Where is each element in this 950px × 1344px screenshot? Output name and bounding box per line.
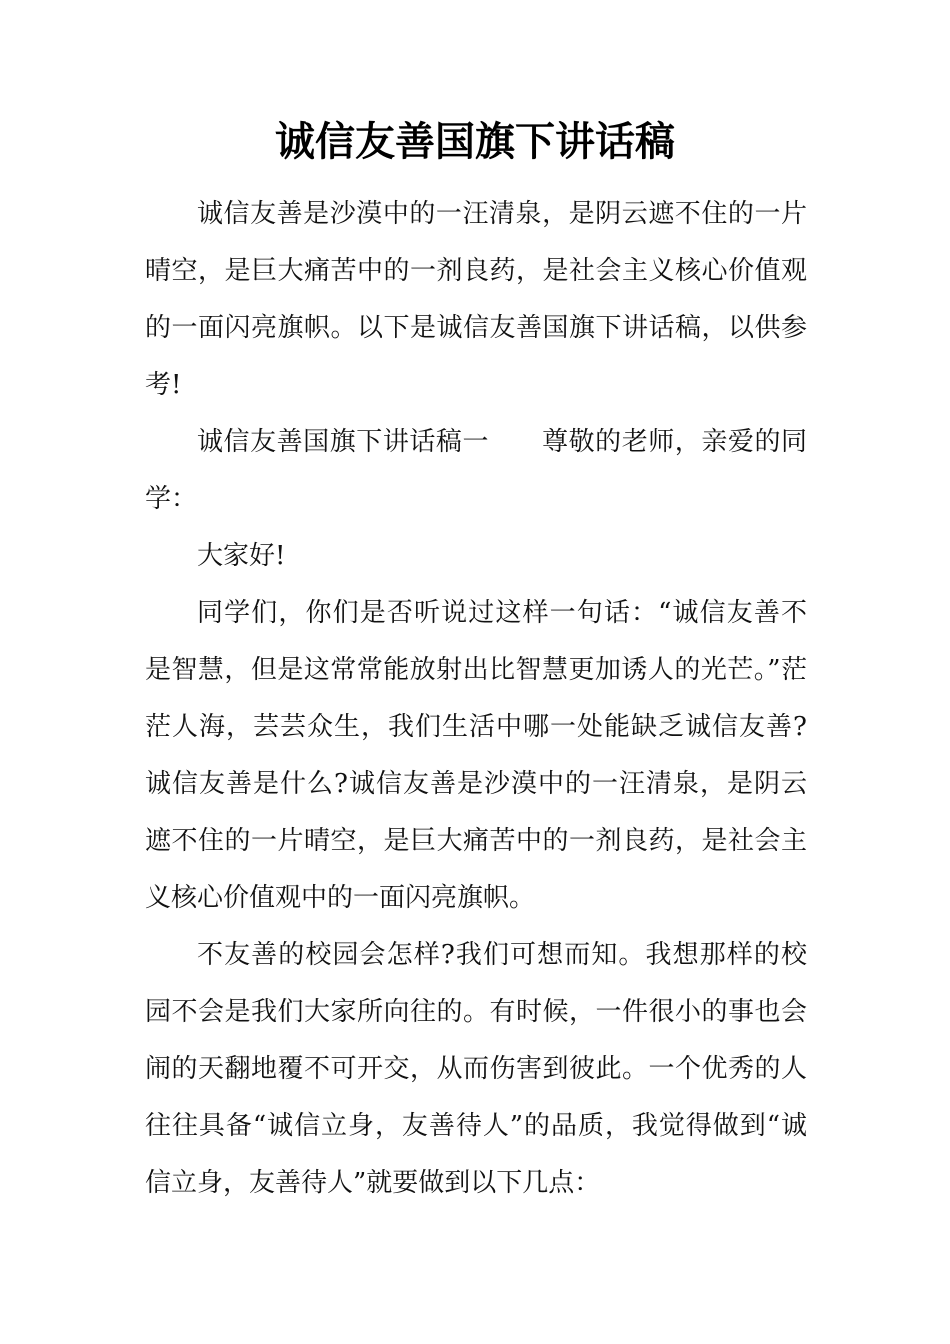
- paragraph-greeting-heading: 诚信友善国旗下讲话稿一 尊敬的老师，亲爱的同学：: [145, 427, 807, 514]
- document-title: 诚信友善国旗下讲话稿: [275, 118, 675, 165]
- paragraph-intro: 诚信友善是沙漠中的一汪清泉，是阴云遮不住的一片晴空，是巨大痛苦中的一剂良药，是社会主义核心价值观的一面闪亮旗帜。以下是诚信友善国旗下讲话稿，以供参考!: [145, 199, 807, 400]
- paragraph-hello: 大家好!: [197, 541, 286, 571]
- paragraph-quote: 同学们，你们是否听说过这样一句话：“诚信友善不是智慧，但是这常常能放射出比智慧更加诱人的光芒。”茫茫人海，芸芸众生，我们生活中哪一处能缺乏诚信友善?诚信友善是什么?诚信友善是沙漠中的一汪清泉，是阴云遮不住的一片晴空，是巨大痛苦中的一剂良药，是社会主义核心价值观中的一面闪亮旗帜。: [145, 598, 807, 913]
- document-body: [145, 186, 807, 1212]
- paragraph-campus: 不友善的校园会怎样?我们可想而知。我想那样的校园不会是我们大家所向往的。有时候，一件很小的事也会闹的天翻地覆不可开交，从而伤害到彼此。一个优秀的人往往具备“诚信立身，友善待人”的品质，我觉得做到“诚信立身，友善待人”就要做到以下几点：: [145, 940, 807, 1198]
